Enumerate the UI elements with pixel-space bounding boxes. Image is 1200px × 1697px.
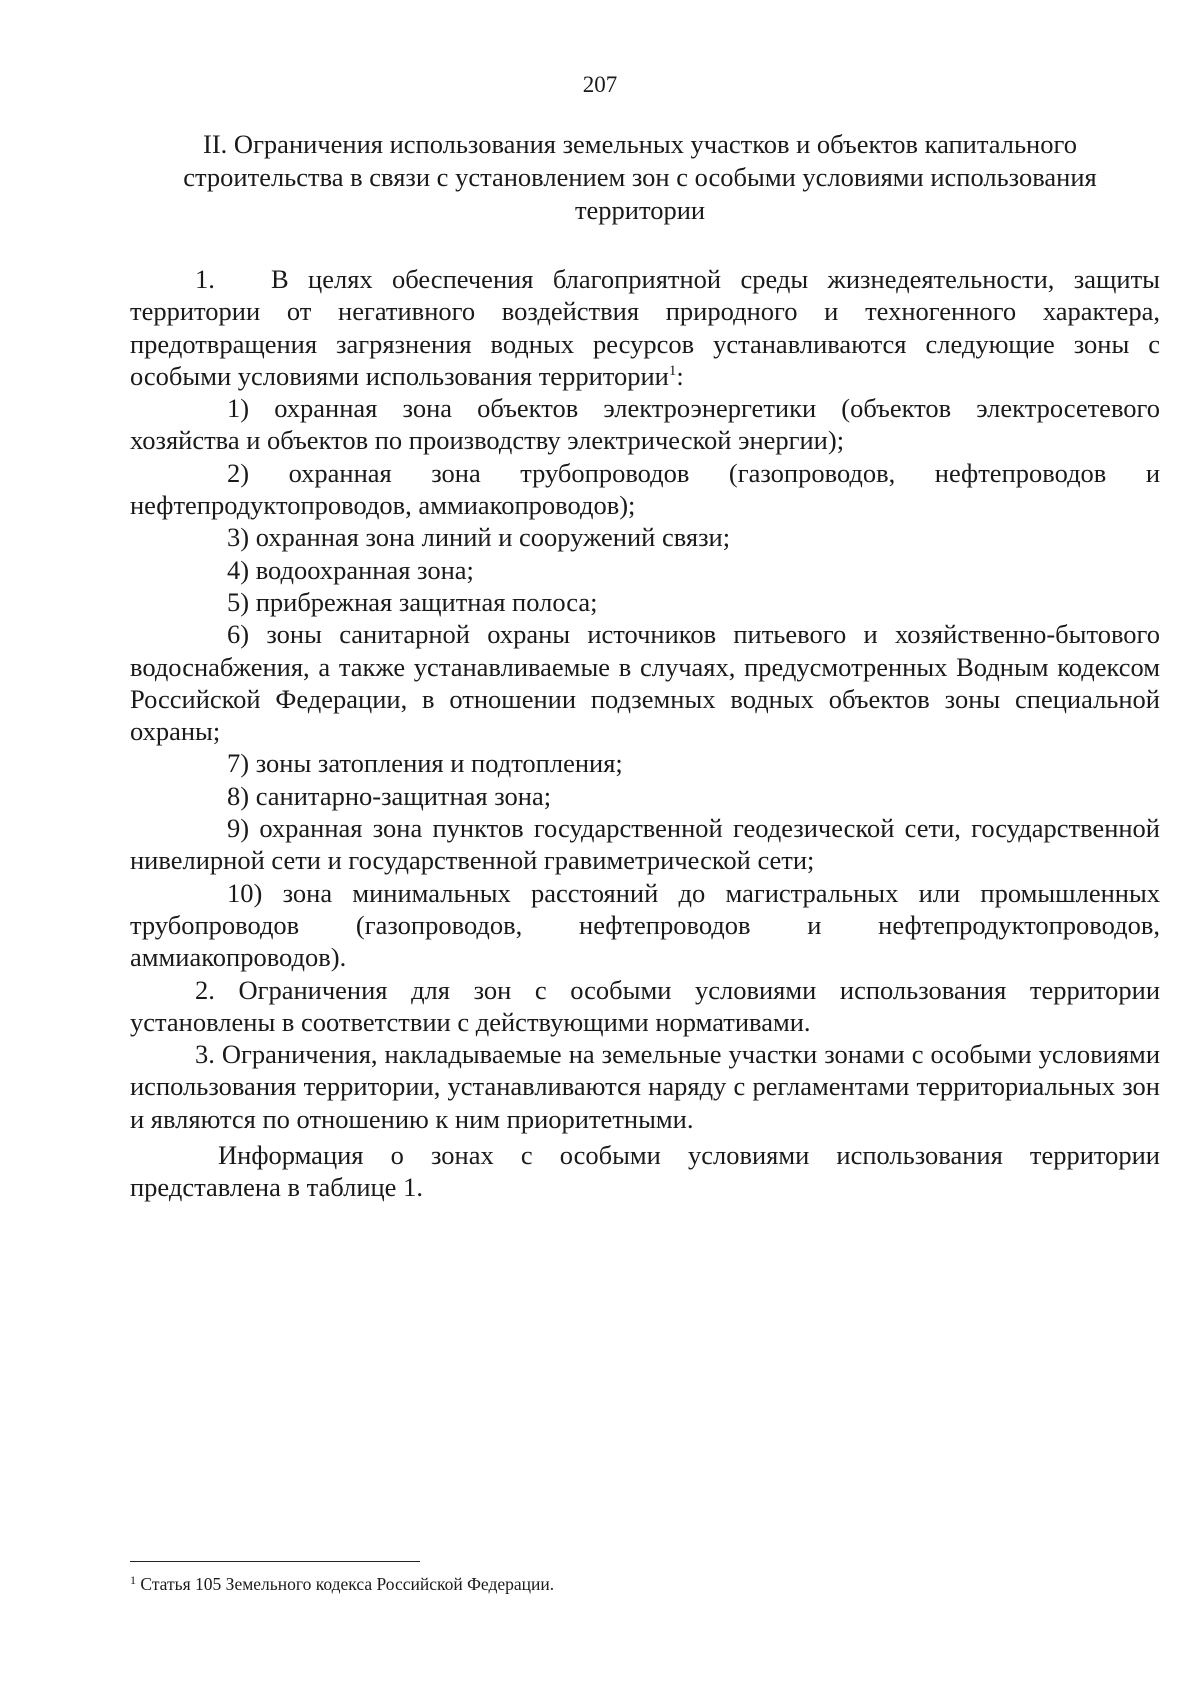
list-item-7: 7) зоны затопления и подтопления; (227, 748, 623, 779)
footnote-marker: 1 (130, 1573, 136, 1587)
document-body (130, 263, 1160, 1204)
list-item-6: 6) зоны санитарной охраны источников питьевого и хозяйственно-бытового водоснабжения, а также устанавливаемые в случаях, предусмотренных Водным кодексом Российской Федерации, в отношении подземных водных объектов зоны специальной охраны; (130, 619, 1160, 747)
list-item-4: 4) водоохранная зона; (227, 554, 474, 585)
footnote-reference[interactable]: 1 (668, 362, 677, 379)
paragraph-3: 3. Ограничения, накладываемые на земельные участки зонами с особыми условиями использования территории, устанавливаются наряду с регламентами территориальных зон и являются по отношению к ним приоритетными. (130, 1039, 1160, 1134)
paragraph-1-suffix: : (676, 360, 684, 391)
section-title: II. Ограничения использования земельных участков и объектов капитального строительства в связи с установлением зон с особыми условиями использования территории (183, 129, 1097, 225)
list-item-8: 8) санитарно-защитная зона; (227, 780, 552, 811)
footnote (130, 1573, 1030, 1595)
list-item-9: 9) охранная зона пунктов государственной геодезической сети, государственной нивелирной сети и государственной гравиметрической сети; (130, 813, 1160, 876)
paragraph-table-reference: Информация о зонах с особыми условиями использования территории представлена в таблице 1. (130, 1140, 1160, 1203)
footnote-text: Статья 105 Земельного кодекса Российской Федерации. (140, 1574, 555, 1594)
footnote-divider (130, 1561, 420, 1562)
paragraph-2: 2. Ограничения для зон с особыми условиями использования территории установлены в соответствии с действующими нормативами. (130, 974, 1160, 1037)
list-item-5: 5) прибрежная защитная полоса; (227, 586, 598, 617)
paragraph-1-text: В целях обеспечения благоприятной среды жизнедеятельности, защиты территории от негативного воздействия природного и техногенного характера, предотвращения загрязнения водных ресурсов устанавливаются следующие зоны с особыми условиями использования территории (130, 264, 1160, 391)
list-item-1: 1) охранная зона объектов электроэнергетики (объектов электросетевого хозяйства и объектов по производству электрической энергии); (130, 393, 1160, 456)
list-item-3: 3) охранная зона линий и сооружений связи; (227, 522, 731, 553)
list-item-10: 10) зона минимальных расстояний до магистральных или промышленных трубопроводов (газопроводов, нефтепроводов и нефтепродуктопроводов, аммиакопроводов). (130, 877, 1160, 973)
paragraph-1-number: 1. (195, 264, 215, 294)
list-item-2: 2) охранная зона трубопроводов (газопроводов, нефтепроводов и нефтепродуктопроводов, аммиакопроводов); (130, 457, 1160, 521)
page-number: 207 (582, 72, 618, 97)
paragraph-1 (130, 263, 1160, 392)
